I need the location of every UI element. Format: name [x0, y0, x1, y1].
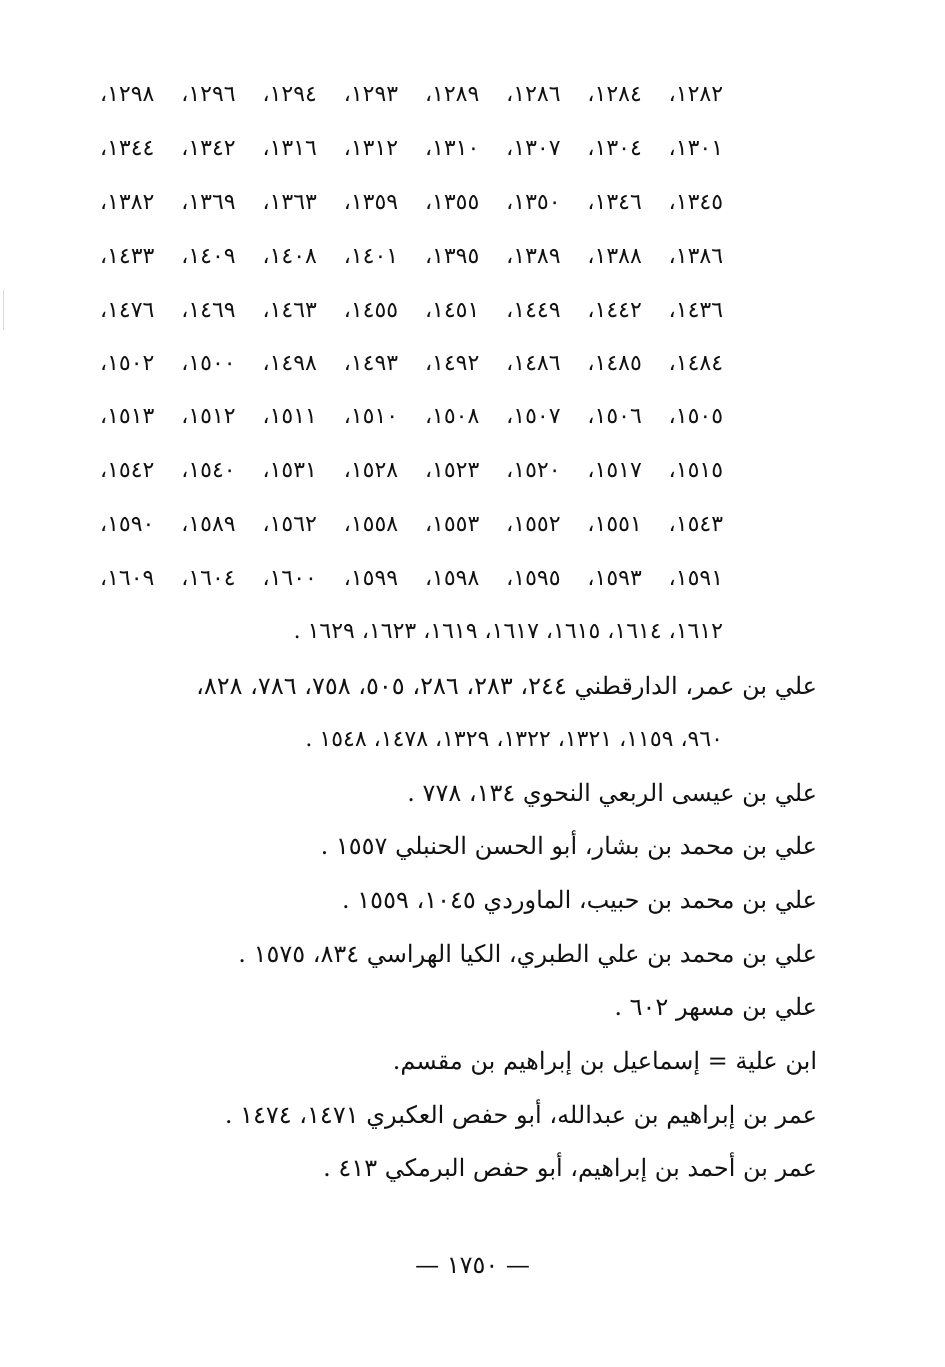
index-numbers-line: ١٣٠١، ١٣٠٤، ١٣٠٧، ١٣١٠، ١٣١٢، ١٣١٦، ١٣٤٢، ١٣٤٤، [100, 136, 723, 161]
index-entry-continuation: ٩٦٠، ١١٥٩، ١٣٢١، ١٣٢٢، ١٣٢٩، ١٤٧٨، ١٥٤٨ . [305, 727, 723, 752]
index-numbers-line: ١٥٩١، ١٥٩٣، ١٥٩٥، ١٥٩٨، ١٥٩٩، ١٦٠٠، ١٦٠٤، ١٦٠٩، [100, 566, 723, 591]
index-numbers-line: ١٢٨٢، ١٢٨٤، ١٢٨٦، ١٢٨٩، ١٢٩٣، ١٢٩٤، ١٢٩٦، ١٢٩٨، [100, 82, 723, 107]
index-numbers-line: ١٦١٢، ١٦١٤، ١٦١٥، ١٦١٧، ١٦١٩، ١٦٢٣، ١٦٢٩ . [293, 619, 723, 644]
index-numbers-line: ١٤٨٤، ١٤٨٥، ١٤٨٦، ١٤٩٢، ١٤٩٣، ١٤٩٨، ١٥٠٠، ١٥٠٢، [100, 351, 723, 376]
index-numbers-line: ١٥٠٥، ١٥٠٦، ١٥٠٧، ١٥٠٨، ١٥١٠، ١٥١١، ١٥١٢، ١٥١٣، [100, 404, 723, 429]
index-entry: علي بن مسهر ٦٠٢ . [614, 993, 817, 1021]
index-entry: علي بن عيسى الربعي النحوي ١٣٤، ٧٧٨ . [407, 779, 817, 807]
index-numbers-line: ١٣٤٥، ١٣٤٦، ١٣٥٠، ١٣٥٥، ١٣٥٩، ١٣٦٣، ١٣٦٩، ١٣٨٢، [100, 190, 723, 215]
index-entry: عمر بن إبراهيم بن عبدالله، أبو حفص العكبري ١٤٧١، ١٤٧٤ . [224, 1101, 817, 1129]
index-numbers-line: ١٣٨٦، ١٣٨٨، ١٣٨٩، ١٣٩٥، ١٤٠١، ١٤٠٨، ١٤٠٩، ١٤٣٣، [100, 244, 723, 269]
index-entry: علي بن محمد بن حبيب، الماوردي ١٠٤٥، ١٥٥٩ . [342, 886, 817, 914]
index-entry: علي بن محمد بن علي الطبري، الكيا الهراسي ٨٣٤، ١٥٧٥ . [238, 940, 817, 968]
index-entry: علي بن محمد بن بشار، أبو الحسن الحنبلي ١٥٥٧ . [320, 832, 817, 860]
index-numbers-line: ١٤٣٦، ١٤٤٢، ١٤٤٩، ١٤٥١، ١٤٥٥، ١٤٦٣، ١٤٦٩، ١٤٧٦، [100, 298, 723, 323]
index-numbers-line: ١٥٤٣، ١٥٥١، ١٥٥٢، ١٥٥٣، ١٥٥٨، ١٥٦٢، ١٥٨٩، ١٥٩٠، [100, 512, 723, 537]
index-entry: عمر بن أحمد بن إبراهيم، أبو حفص البرمكي ٤١٣ . [323, 1154, 817, 1182]
index-entry: علي بن عمر، الدارقطني ٢٤٤، ٢٨٣، ٢٨٦، ٥٠٥، ٧٥٨، ٧٨٦، ٨٢٨، [196, 672, 817, 700]
page-number: — ١٧٥٠ — [415, 1251, 530, 1279]
margin-rule [3, 290, 4, 330]
index-entry: ابن علية = إسماعيل بن إبراهيم بن مقسم. [392, 1047, 817, 1075]
index-numbers-line: ١٥١٥، ١٥١٧، ١٥٢٠، ١٥٢٣، ١٥٢٨، ١٥٣١، ١٥٤٠، ١٥٤٢، [100, 458, 723, 483]
